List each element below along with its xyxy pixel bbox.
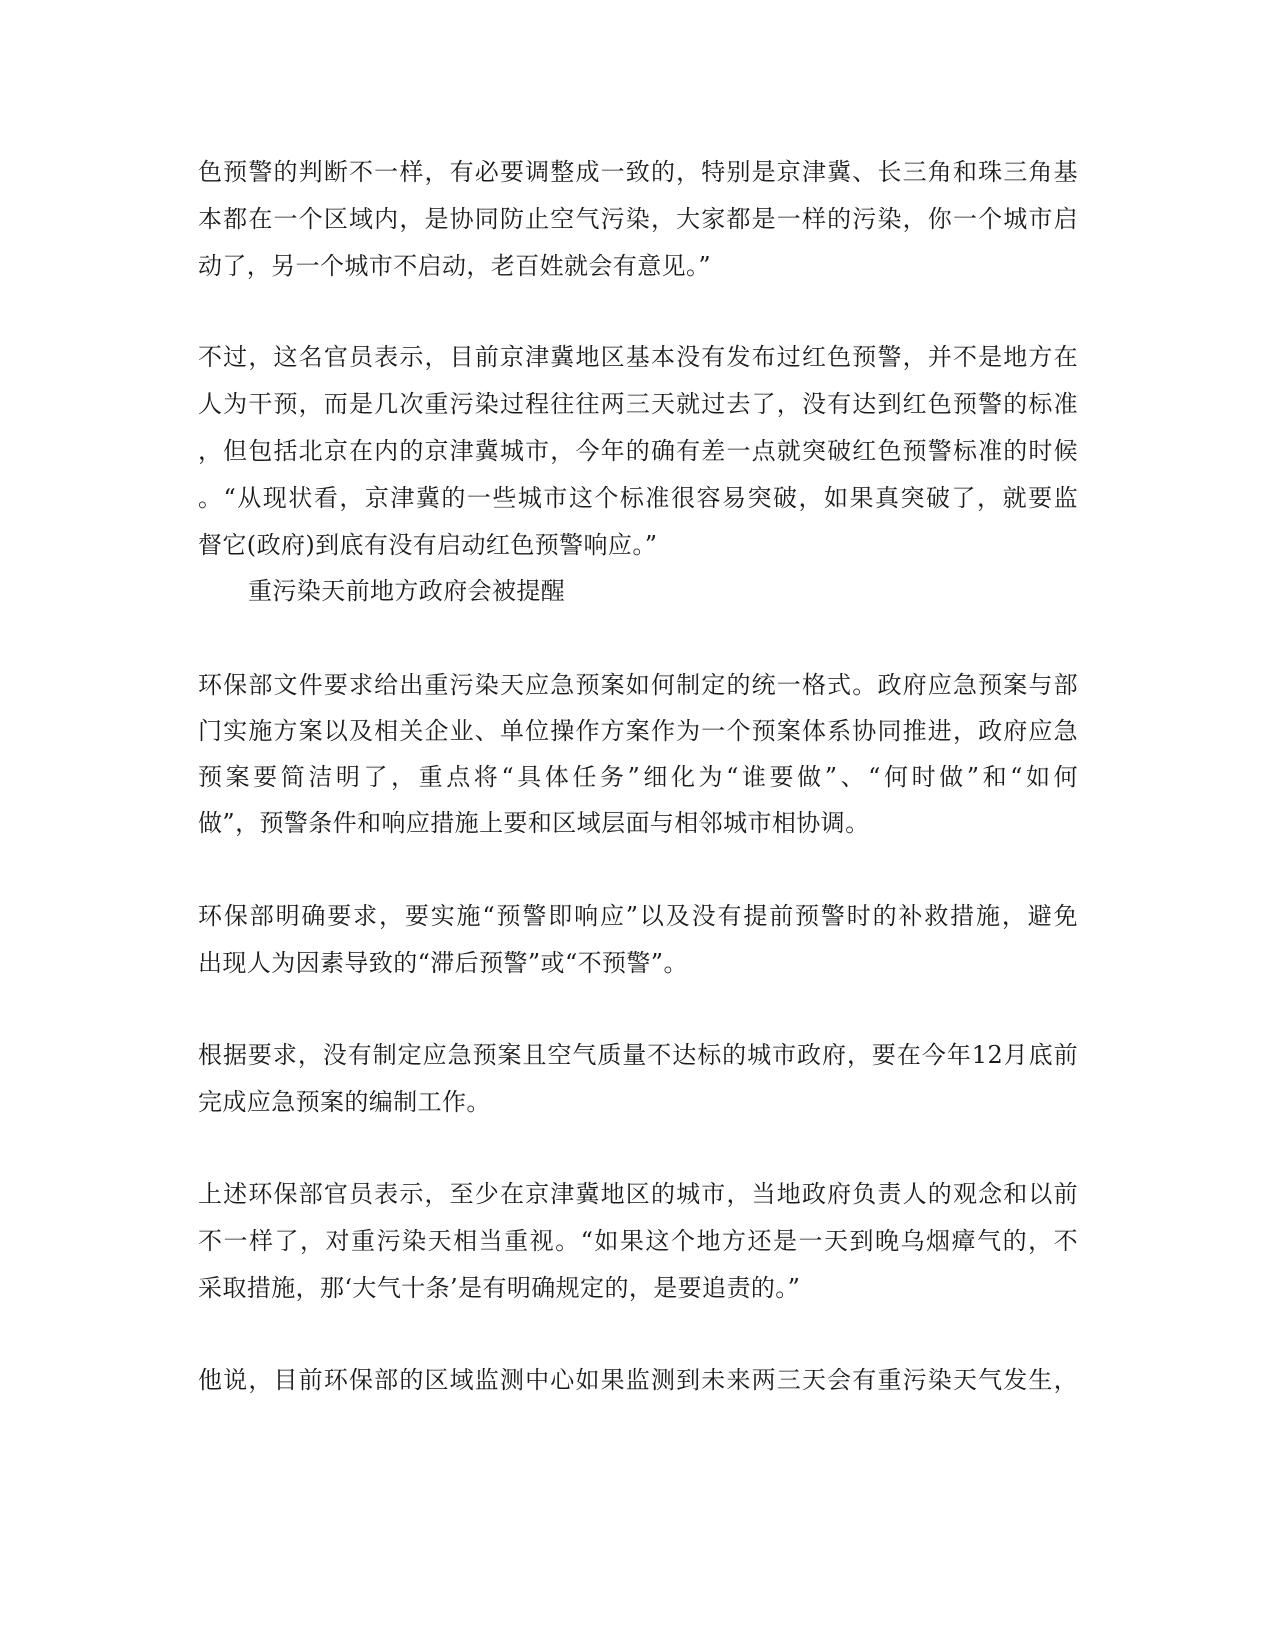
- text-line: 环保部文件要求给出重污染天应急预案如何制定的统一格式。政府应急预案与部: [198, 671, 1078, 699]
- text-line: 本都在一个区域内，是协同防止空气污染，大家都是一样的污染，你一个城市启: [198, 205, 1078, 233]
- text-line: 他说，目前环保部的区域监测中心如果监测到未来两三天会有重污染天气发生，: [198, 1366, 1078, 1394]
- text-line: 动了，另一个城市不启动，老百姓就会有意见。”: [198, 252, 712, 280]
- text-line: 环保部明确要求，要实施“预警即响应”以及没有提前预警时的补救措施，避免: [198, 902, 1078, 930]
- text-line: 采取措施，那‘大气十条’是有明确规定的，是要追责的。”: [198, 1274, 801, 1302]
- text-line: 门实施方案以及相关企业、单位操作方案作为一个预案体系协同推进，政府应急: [198, 717, 1078, 745]
- text-line: 根据要求，没有制定应急预案且空气质量不达标的城市政府，要在今年12月底前: [198, 1041, 1078, 1069]
- text-line: 做”，预警条件和响应措施上要和区域层面与相邻城市相协调。: [198, 809, 870, 837]
- text-line: 不一样了，对重污染天相当重视。“如果这个地方还是一天到晚乌烟瘴气的，不: [198, 1227, 1078, 1255]
- text-line: 不过，这名官员表示，目前京津冀地区基本没有发布过红色预警，并不是地方在: [198, 343, 1078, 371]
- text-line: 出现人为因素导致的“滞后预警”或“不预警”。: [198, 949, 688, 977]
- text-line: 上述环保部官员表示，至少在京津冀地区的城市，当地政府负责人的观念和以前: [198, 1180, 1078, 1208]
- text-line: 。“从现状看，京津冀的一些城市这个标准很容易突破，如果真突破了，就要监: [198, 484, 1078, 512]
- text-line: 色预警的判断不一样，有必要调整成一致的，特别是京津冀、长三角和珠三角基: [198, 158, 1078, 186]
- text-line: 督它(政府)到底有没有启动红色预警响应。”: [198, 531, 658, 559]
- text-line: 预案要简洁明了，重点将“具体任务”细化为“谁要做”、“何时做”和“如何: [198, 763, 1078, 791]
- text-line: 完成应急预案的编制工作。: [198, 1088, 491, 1116]
- text-line: 人为干预，而是几次重污染过程往往两三天就过去了，没有达到红色预警的标准: [198, 390, 1078, 418]
- section-heading: 重污染天前地方政府会被提醒: [248, 577, 566, 605]
- text-line: ，但包括北京在内的京津冀城市，今年的确有差一点就突破红色预警标准的时候: [198, 437, 1078, 465]
